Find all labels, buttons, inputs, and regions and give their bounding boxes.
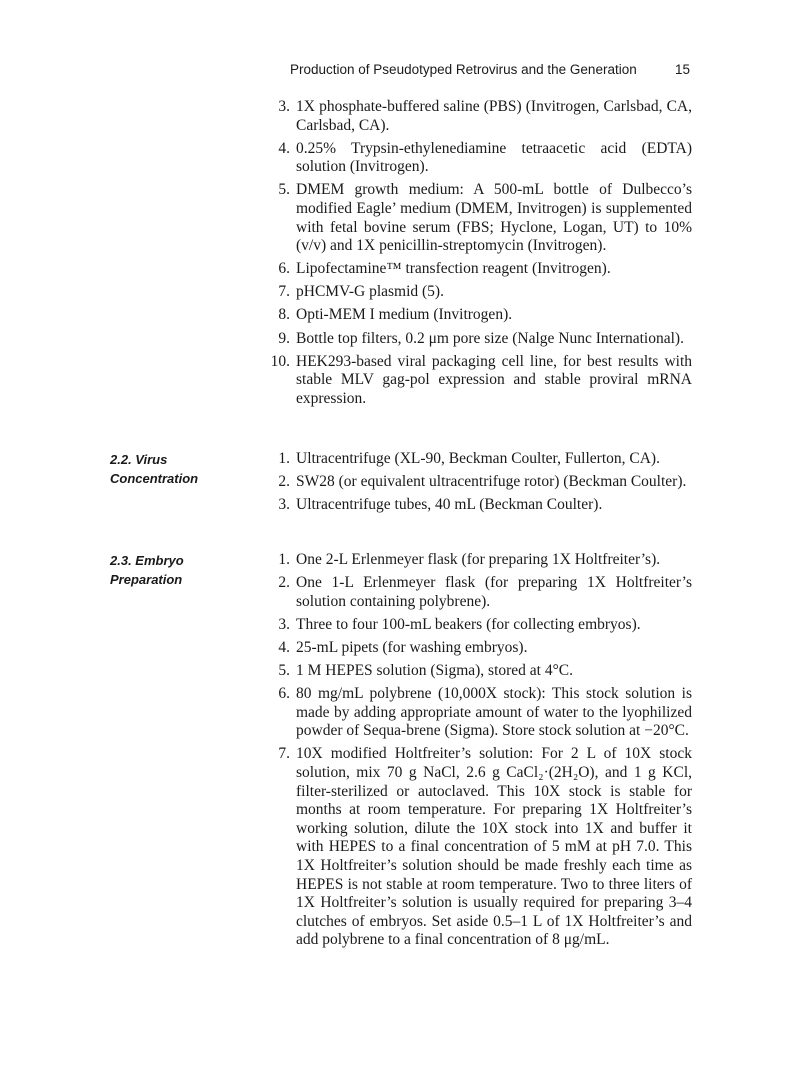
item-number: 3. (278, 496, 290, 514)
list-item (262, 181, 692, 255)
list-item (262, 685, 692, 741)
list-item (262, 283, 692, 302)
item-number: 6. (278, 685, 290, 703)
list-item (262, 260, 692, 279)
list-item (262, 616, 692, 635)
section-heading-line: 2.2. Virus (110, 452, 168, 467)
list-item (262, 353, 692, 409)
item-number: 5. (278, 181, 290, 199)
item-number: 3. (278, 98, 290, 115)
list-item (262, 473, 692, 492)
list-item (262, 551, 692, 570)
list-item (262, 306, 692, 325)
section-heading-line: 2.3. Embryo (110, 553, 184, 568)
item-number: 4. (278, 638, 290, 656)
item-text: pHCMV-G plasmid (5). (296, 283, 444, 301)
section-heading-virus-concentration (110, 450, 250, 488)
item-text: Ultracentrifuge (XL-90, Beckman Coulter, Fullerton, CA). (296, 450, 660, 467)
list-item (262, 639, 692, 658)
section-heading-embryo-preparation (110, 551, 250, 589)
item-number: 8. (278, 306, 290, 324)
item-number: 2. (278, 473, 290, 491)
running-title: Production of Pseudotyped Retrovirus and the Generation (290, 62, 637, 77)
item-text: Lipofectamine™ transfection reagent (Invitrogen). (296, 260, 611, 278)
embryo-preparation-list (262, 551, 692, 954)
item-text: Ultracentrifuge tubes, 40 mL (Beckman Coulter). (296, 496, 603, 514)
list-item (262, 98, 692, 135)
item-text: 10X modified Holtfreiter’s solution: For 2 L of 10X stock solution, mix 70 g NaCl, 2.6 g CaCl₂·(2H₂O), and 1 g KCl, filter-sterilized or autoclaved. This 10X stock is stable for months at room temperature. For preparing 1X Holtfreiter’s working solution, dilute the 10X stock into 1X and buffer it with HEPES to a final concentration of 5 mM at pH 7.0. This 1X Holtfreiter’s solution should be made freshly each time as HEPES is not stable at room temperature. Two to three liters of 1X Holtfreiter’s solution is usually required for preparing 3–4 clutches of embryos. Set aside 0.5–1 L of 1X Holtfreiter’s and add polybrene to a final concentration of 8 μg/mL. (296, 745, 692, 949)
item-number: 9. (278, 329, 290, 347)
list-item (262, 662, 692, 681)
list-item (262, 450, 692, 469)
section-heading-line: Preparation (110, 572, 183, 587)
materials-list-continued (262, 98, 692, 413)
item-number: 6. (278, 260, 290, 278)
section-heading-line: Concentration (110, 471, 199, 486)
item-text: One 2-L Erlenmeyer flask (for preparing 1X Holtfreiter’s). (296, 551, 661, 568)
list-item (262, 140, 692, 177)
item-text: Three to four 100-mL beakers (for collecting embryos). (296, 615, 641, 633)
item-number: 4. (278, 139, 290, 157)
item-number: 2. (278, 574, 290, 592)
item-number: 1. (278, 551, 290, 568)
list-item (262, 496, 692, 515)
list-item (262, 745, 692, 950)
item-number: 7. (278, 745, 290, 763)
item-text: 80 mg/mL polybrene (10,000X stock): This stock solution is made by adding appropriate amount of water to the lyophilized powder of Sequa-brene (Sigma). Store stock solution at −20°C. (296, 685, 692, 740)
item-text: HEK293-based viral packaging cell line, for best results with stable MLV gag-pol expression and stable proviral mRNA expression. (296, 352, 692, 407)
item-number: 7. (278, 283, 290, 301)
item-number: 3. (278, 615, 290, 633)
item-text: DMEM growth medium: A 500-mL bottle of Dulbecco’s modified Eagle’ medium (DMEM, Invitrogen) is supplemented with fetal bovine serum (FBS; Hyclone, Logan, UT) to 10% (v/v) and 1X penicillin-streptomycin (Invitrogen). (296, 181, 692, 255)
item-number: 1. (278, 450, 290, 467)
list-item (262, 330, 692, 349)
item-text: Bottle top filters, 0.2 μm pore size (Nalge Nunc International). (296, 329, 684, 347)
item-text: 1 M HEPES solution (Sigma), stored at 4°C. (296, 661, 574, 679)
virus-concentration-list (262, 450, 692, 519)
item-text: 1X phosphate-buffered saline (PBS) (Invitrogen, Carlsbad, CA, Carlsbad, CA). (296, 98, 692, 134)
item-text: 0.25% Trypsin-ethylenediamine tetraacetic acid (EDTA) solution (Invitrogen). (296, 139, 692, 176)
list-item (262, 574, 692, 611)
item-number: 10. (270, 352, 290, 370)
item-text: SW28 (or equivalent ultracentrifuge rotor) (Beckman Coulter). (296, 473, 687, 491)
item-text: Opti-MEM I medium (Invitrogen). (296, 306, 513, 324)
page-number: 15 (674, 62, 690, 77)
item-text: One 1-L Erlenmeyer flask (for preparing 1X Holtfreiter’s solution containing polybrene). (296, 574, 692, 610)
item-number: 5. (278, 661, 290, 679)
item-text: 25-mL pipets (for washing embryos). (296, 638, 528, 656)
